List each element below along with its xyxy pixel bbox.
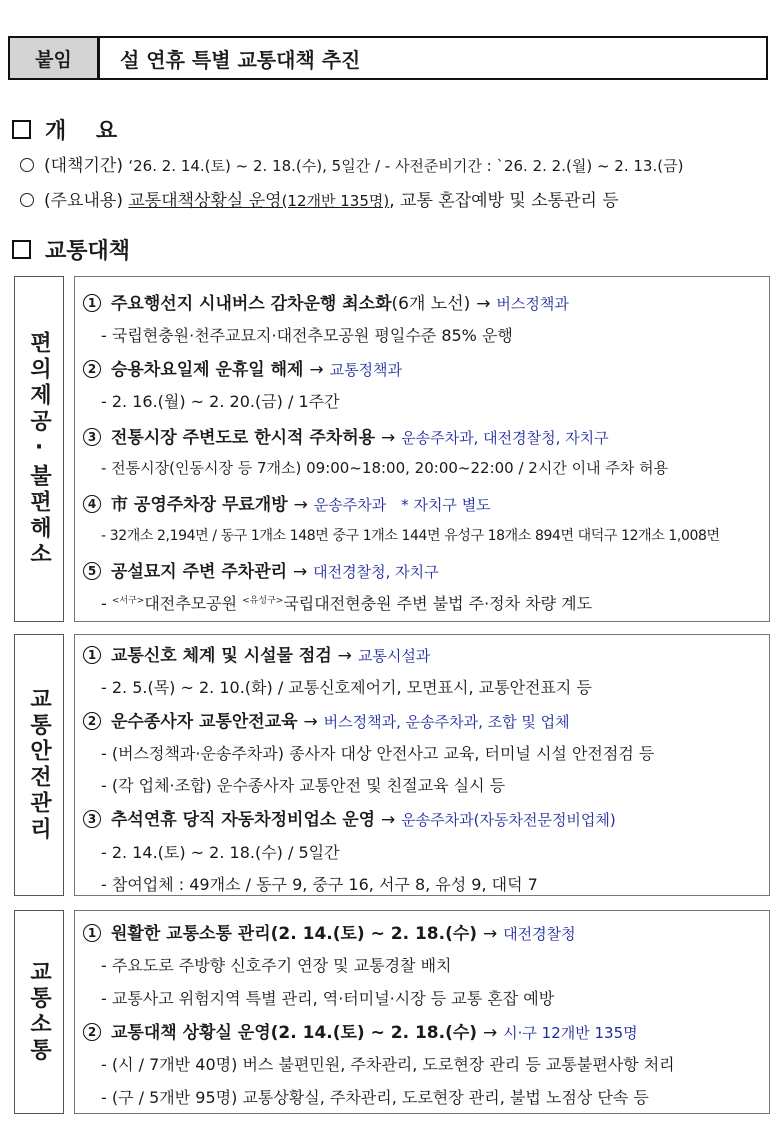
content-rest: , 교통 혼잡예방 및 소통관리 등	[389, 191, 619, 211]
sub-line: - 주요도로 주방향 신호주기 연장 및 교통경찰 배치	[101, 956, 452, 975]
category-traffic-flow	[14, 910, 64, 1114]
sub-line: - (버스정책과·운송주차과) 종사자 대상 안전사고 교육, 터미널 시설 안전점검 등	[101, 744, 655, 763]
content-main: 교통대책상황실 운영(12개반 135명)	[128, 191, 390, 211]
block-convenience	[74, 276, 770, 622]
sub-line: - 교통사고 위험지역 특별 관리, 역·터미널·시장 등 교통 혼잡 예방	[101, 989, 555, 1008]
measures-heading-text: 교통대책	[45, 239, 131, 264]
category-label: 편의제공·불편해소	[26, 330, 52, 568]
sub-line: - 2. 16.(월) ~ 2. 20.(금) / 1주간	[101, 392, 340, 411]
period-text: ‘26. 2. 14.(토) ~ 2. 18.(수), 5일간 / - 사전준비기간 : `26. 2. 2.(월) ~ 2. 13.(금)	[128, 157, 684, 175]
sub-line: - 32개소 2,194면 / 동구 1개소 148면 중구 1개소 144면 유성구 18개소 894면 대덕구 12개소 1,008면	[101, 528, 720, 544]
content-label: (주요내용)	[44, 191, 123, 211]
item-4: 4 市 공영주차장 무료개방 → 운송주차과 * 자치구 별도	[83, 490, 491, 515]
sub-line: - 2. 14.(토) ~ 2. 18.(수) / 5일간	[101, 843, 340, 862]
category-convenience	[14, 276, 64, 622]
item-1: 1 주요행선지 시내버스 감차운행 최소화(6개 노선) → 버스정책과	[83, 289, 569, 314]
sub-line: - $^{<서구>}$대전추모공원 $^{<유성구>}$국립대전현충원 주변 불법 주·정차 차량 계도	[101, 594, 593, 613]
category-safety	[14, 634, 64, 896]
document-title: 설 연휴 특별 교통대책 추진	[100, 36, 768, 80]
category-label: 교통소통	[26, 960, 52, 1064]
title-bar	[8, 36, 768, 82]
block-traffic-flow	[74, 910, 770, 1114]
item-5: 5 공설묘지 주변 주차관리 → 대전경찰청, 자치구	[83, 557, 439, 582]
square-bullet-icon	[12, 240, 31, 259]
item-1: 1 교통신호 체계 및 시설물 점검 → 교통시설과	[83, 641, 430, 666]
item-3: 3 전통시장 주변도로 한시적 주차허용 → 운송주차과, 대전경찰청, 자치구	[83, 423, 609, 448]
sub-line: - 2. 5.(목) ~ 2. 10.(화) / 교통신호제어기, 모면표시, 교통안전표지 등	[101, 678, 592, 697]
item-1: 1 원활한 교통소통 관리(2. 14.(토) ~ 2. 18.(수) → 대전경찰청	[83, 919, 576, 944]
period-label: (대책기간)	[44, 156, 123, 176]
item-2: 2 교통대책 상황실 운영(2. 14.(토) ~ 2. 18.(수) → 시·구 12개반 135명	[83, 1018, 638, 1043]
overview-period-line	[20, 151, 683, 176]
sub-line: - (각 업체·조합) 운수종사자 교통안전 및 친절교육 실시 등	[101, 776, 506, 795]
block-safety	[74, 634, 770, 896]
attachment-tab: 붙임	[8, 36, 100, 80]
sub-line: - 참여업체 : 49개소 / 동구 9, 중구 16, 서구 8, 유성 9, 대덕 7	[101, 875, 538, 894]
circle-bullet-icon	[20, 158, 34, 172]
sub-line: - (구 / 5개반 95명) 교통상황실, 주차관리, 도로현장 관리, 불법 노점상 단속 등	[101, 1088, 649, 1107]
category-label: 교통안전관리	[26, 687, 52, 843]
circle-bullet-icon	[20, 193, 34, 207]
sub-line: - (시 / 7개반 40명) 버스 불편민원, 주차관리, 도로현장 관리 등 교통불편사항 처리	[101, 1055, 675, 1074]
item-3: 3 추석연휴 당직 자동차정비업소 운영 → 운송주차과(자동차전문정비업체)	[83, 805, 616, 830]
item-2: 2 운수종사자 교통안전교육 → 버스정책과, 운송주차과, 조합 및 업체	[83, 707, 570, 732]
measures-heading	[12, 234, 130, 265]
sub-line: - 전통시장(인동시장 등 7개소) 09:00~18:00, 20:00~22:00 / 2시간 이내 주차 허용	[101, 459, 669, 477]
sub-line: - 국립현충원·천주교묘지·대전추모공원 평일수준 85% 운행	[101, 326, 513, 345]
item-2: 2 승용차요일제 운휴일 해제 → 교통정책과	[83, 355, 402, 380]
overview-heading-text: 개 요	[45, 119, 118, 144]
square-bullet-icon	[12, 120, 31, 139]
overview-heading	[12, 114, 117, 145]
overview-content-line	[20, 186, 619, 211]
